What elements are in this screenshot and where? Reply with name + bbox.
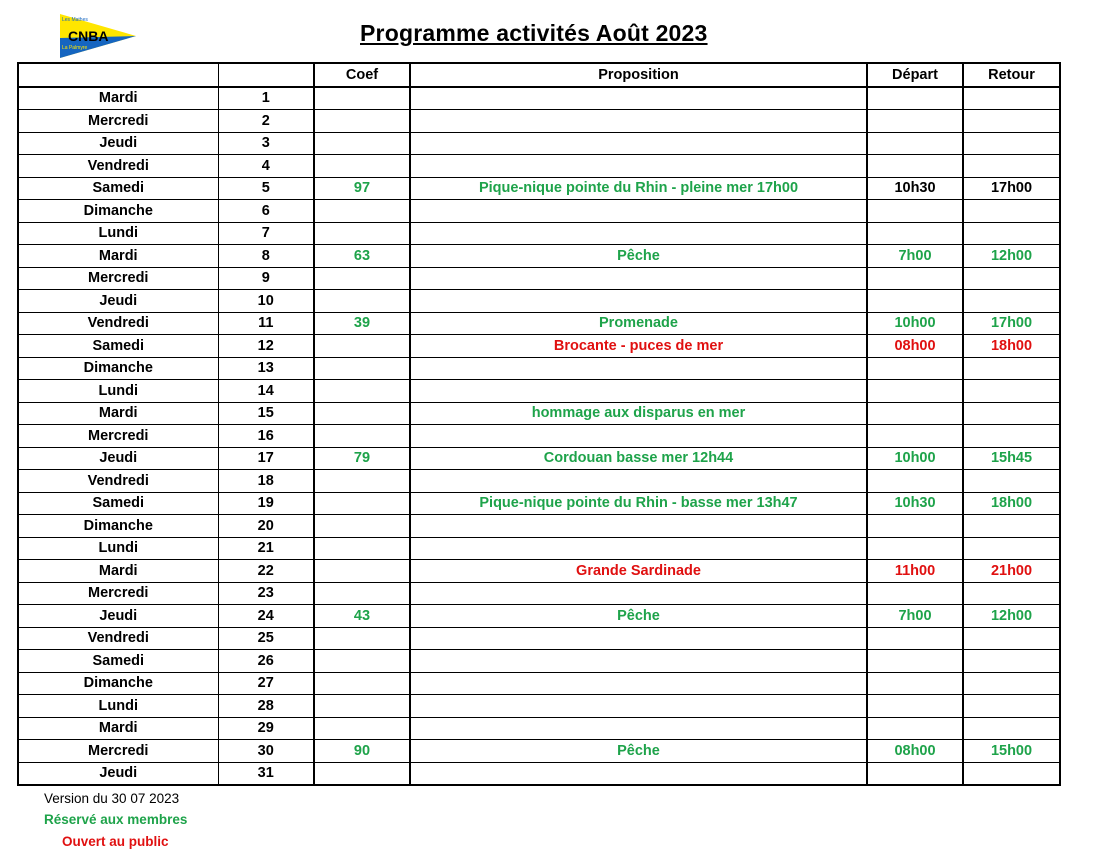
table-row <box>18 672 1060 695</box>
cell-coef: 43 <box>314 605 410 628</box>
cell-retour <box>963 267 1060 290</box>
cell-coef <box>314 425 410 448</box>
cell-retour <box>963 87 1060 110</box>
cell-date: 14 <box>218 380 314 403</box>
cell-date: 29 <box>218 717 314 740</box>
cell-retour <box>963 357 1060 380</box>
cell-coef <box>314 357 410 380</box>
table-row <box>18 447 1060 470</box>
cell-depart: 7h00 <box>867 245 963 268</box>
cell-depart <box>867 470 963 493</box>
cell-coef: 79 <box>314 447 410 470</box>
cell-depart <box>867 357 963 380</box>
cell-date: 20 <box>218 515 314 538</box>
cell-proposition <box>410 650 867 673</box>
table-row <box>18 177 1060 200</box>
cell-coef <box>314 672 410 695</box>
table-row <box>18 492 1060 515</box>
cell-retour <box>963 695 1060 718</box>
cell-day: Dimanche <box>18 515 218 538</box>
cell-retour <box>963 222 1060 245</box>
table-row <box>18 222 1060 245</box>
cell-retour <box>963 650 1060 673</box>
cell-date: 8 <box>218 245 314 268</box>
cell-retour: 12h00 <box>963 605 1060 628</box>
cell-day: Samedi <box>18 492 218 515</box>
cell-proposition <box>410 200 867 223</box>
cell-day: Mercredi <box>18 267 218 290</box>
table-row <box>18 245 1060 268</box>
cell-depart <box>867 537 963 560</box>
table-row <box>18 290 1060 313</box>
cell-day: Mercredi <box>18 740 218 763</box>
cell-day: Mardi <box>18 717 218 740</box>
cell-depart: 10h00 <box>867 312 963 335</box>
legend-public: Ouvert au public <box>62 834 169 849</box>
cnba-logo <box>58 12 138 62</box>
cell-proposition <box>410 222 867 245</box>
cell-depart <box>867 515 963 538</box>
table-row <box>18 582 1060 605</box>
table-row <box>18 380 1060 403</box>
cell-proposition <box>410 110 867 133</box>
cell-coef <box>314 222 410 245</box>
cell-date: 31 <box>218 762 314 785</box>
cell-coef: 39 <box>314 312 410 335</box>
cell-day: Vendredi <box>18 155 218 178</box>
cell-day: Mardi <box>18 245 218 268</box>
cell-proposition <box>410 762 867 785</box>
cell-retour <box>963 672 1060 695</box>
cell-date: 13 <box>218 357 314 380</box>
cell-proposition: Pêche <box>410 740 867 763</box>
cell-coef <box>314 695 410 718</box>
logo-bottom-text: La Palmyre <box>62 45 88 51</box>
cell-date: 25 <box>218 627 314 650</box>
cell-depart: 11h00 <box>867 560 963 583</box>
cell-day: Lundi <box>18 695 218 718</box>
cell-coef <box>314 290 410 313</box>
cell-date: 11 <box>218 312 314 335</box>
cell-retour <box>963 290 1060 313</box>
table-row <box>18 425 1060 448</box>
cell-proposition: Pique-nique pointe du Rhin - pleine mer 17h00 <box>410 177 867 200</box>
cell-date: 28 <box>218 695 314 718</box>
cell-proposition <box>410 357 867 380</box>
cell-depart <box>867 695 963 718</box>
cell-depart <box>867 267 963 290</box>
cell-depart: 10h00 <box>867 447 963 470</box>
cell-day: Dimanche <box>18 200 218 223</box>
cell-retour: 21h00 <box>963 560 1060 583</box>
cell-date: 1 <box>218 87 314 110</box>
cell-date: 21 <box>218 537 314 560</box>
cell-coef <box>314 582 410 605</box>
cell-retour <box>963 132 1060 155</box>
cell-coef <box>314 515 410 538</box>
cell-coef <box>314 627 410 650</box>
cell-retour <box>963 470 1060 493</box>
cell-coef <box>314 402 410 425</box>
table-row <box>18 717 1060 740</box>
cell-date: 12 <box>218 335 314 358</box>
header-retour: Retour <box>963 63 1060 87</box>
cell-retour <box>963 627 1060 650</box>
cell-retour <box>963 582 1060 605</box>
cell-retour <box>963 425 1060 448</box>
cell-date: 18 <box>218 470 314 493</box>
cell-proposition <box>410 470 867 493</box>
cell-retour: 18h00 <box>963 492 1060 515</box>
cell-depart: 08h00 <box>867 740 963 763</box>
cell-date: 27 <box>218 672 314 695</box>
cell-date: 17 <box>218 447 314 470</box>
cell-depart <box>867 672 963 695</box>
table-row <box>18 695 1060 718</box>
cell-day: Lundi <box>18 380 218 403</box>
table-row <box>18 335 1060 358</box>
cell-retour: 12h00 <box>963 245 1060 268</box>
cell-proposition <box>410 515 867 538</box>
table-row <box>18 155 1060 178</box>
table-row <box>18 560 1060 583</box>
header-coef: Coef <box>314 63 410 87</box>
cell-day: Jeudi <box>18 290 218 313</box>
cell-retour <box>963 200 1060 223</box>
table-row <box>18 537 1060 560</box>
cell-day: Mercredi <box>18 582 218 605</box>
legend-members: Réservé aux membres <box>44 812 188 827</box>
cell-depart <box>867 425 963 448</box>
cell-date: 2 <box>218 110 314 133</box>
cell-depart <box>867 222 963 245</box>
cell-date: 5 <box>218 177 314 200</box>
header-day <box>18 63 218 87</box>
cell-depart <box>867 762 963 785</box>
cell-date: 10 <box>218 290 314 313</box>
cell-coef <box>314 650 410 673</box>
cell-proposition <box>410 537 867 560</box>
cell-coef <box>314 492 410 515</box>
table-row <box>18 267 1060 290</box>
cell-day: Mercredi <box>18 425 218 448</box>
cell-retour: 18h00 <box>963 335 1060 358</box>
cell-day: Dimanche <box>18 672 218 695</box>
cell-coef <box>314 762 410 785</box>
cell-depart: 10h30 <box>867 177 963 200</box>
cell-day: Jeudi <box>18 605 218 628</box>
cell-retour <box>963 380 1060 403</box>
cell-coef <box>314 335 410 358</box>
cell-day: Jeudi <box>18 132 218 155</box>
cell-proposition: hommage aux disparus en mer <box>410 402 867 425</box>
cell-day: Mardi <box>18 402 218 425</box>
cell-proposition <box>410 132 867 155</box>
cell-depart <box>867 717 963 740</box>
table-row <box>18 87 1060 110</box>
cell-day: Lundi <box>18 537 218 560</box>
cell-retour <box>963 155 1060 178</box>
cell-proposition <box>410 717 867 740</box>
cell-depart <box>867 155 963 178</box>
cell-retour <box>963 402 1060 425</box>
cell-proposition: Pêche <box>410 605 867 628</box>
cell-date: 22 <box>218 560 314 583</box>
cell-day: Samedi <box>18 177 218 200</box>
header-depart: Départ <box>867 63 963 87</box>
logo-top-text: Les Mathes <box>62 17 88 23</box>
cell-retour: 15h00 <box>963 740 1060 763</box>
cell-day: Dimanche <box>18 357 218 380</box>
cell-depart <box>867 402 963 425</box>
cell-proposition <box>410 155 867 178</box>
cell-coef <box>314 87 410 110</box>
cell-proposition: Pêche <box>410 245 867 268</box>
version-note: Version du 30 07 2023 <box>44 791 180 806</box>
cell-depart <box>867 582 963 605</box>
cell-retour <box>963 537 1060 560</box>
table-row <box>18 132 1060 155</box>
table-row <box>18 312 1060 335</box>
cell-proposition <box>410 425 867 448</box>
cell-proposition: Brocante - puces de mer <box>410 335 867 358</box>
cell-depart <box>867 650 963 673</box>
cell-day: Lundi <box>18 222 218 245</box>
table-row <box>18 470 1060 493</box>
cell-proposition <box>410 290 867 313</box>
cell-proposition <box>410 267 867 290</box>
cell-coef <box>314 200 410 223</box>
cell-retour: 17h00 <box>963 177 1060 200</box>
cell-depart <box>867 110 963 133</box>
cell-coef: 90 <box>314 740 410 763</box>
cell-retour <box>963 762 1060 785</box>
header-proposition: Proposition <box>410 63 867 87</box>
table-row <box>18 762 1060 785</box>
cell-coef <box>314 470 410 493</box>
table-row <box>18 200 1060 223</box>
cell-retour <box>963 515 1060 538</box>
cell-day: Jeudi <box>18 762 218 785</box>
cell-date: 9 <box>218 267 314 290</box>
cell-proposition <box>410 380 867 403</box>
cell-depart: 08h00 <box>867 335 963 358</box>
table-row <box>18 402 1060 425</box>
cell-proposition <box>410 695 867 718</box>
cell-day: Vendredi <box>18 470 218 493</box>
cell-depart: 10h30 <box>867 492 963 515</box>
cell-date: 7 <box>218 222 314 245</box>
cell-coef <box>314 560 410 583</box>
cell-day: Samedi <box>18 335 218 358</box>
cell-coef <box>314 717 410 740</box>
table-row <box>18 357 1060 380</box>
cell-date: 4 <box>218 155 314 178</box>
cell-proposition <box>410 582 867 605</box>
cell-proposition: Cordouan basse mer 12h44 <box>410 447 867 470</box>
cell-date: 16 <box>218 425 314 448</box>
table-row <box>18 110 1060 133</box>
logo-text: CNBA <box>68 28 109 44</box>
cell-day: Vendredi <box>18 312 218 335</box>
cell-proposition <box>410 627 867 650</box>
cell-day: Jeudi <box>18 447 218 470</box>
cell-retour <box>963 717 1060 740</box>
cell-depart: 7h00 <box>867 605 963 628</box>
table-row <box>18 605 1060 628</box>
cell-coef: 63 <box>314 245 410 268</box>
page-title: Programme activités Août 2023 <box>360 20 708 46</box>
cell-day: Mardi <box>18 87 218 110</box>
cell-date: 30 <box>218 740 314 763</box>
cell-coef <box>314 132 410 155</box>
cell-depart <box>867 200 963 223</box>
cell-day: Mercredi <box>18 110 218 133</box>
cell-date: 6 <box>218 200 314 223</box>
cell-coef <box>314 110 410 133</box>
cell-date: 24 <box>218 605 314 628</box>
table-row <box>18 515 1060 538</box>
cell-day: Mardi <box>18 560 218 583</box>
cell-coef <box>314 537 410 560</box>
table-row <box>18 627 1060 650</box>
cell-date: 23 <box>218 582 314 605</box>
cell-depart <box>867 627 963 650</box>
table-row <box>18 740 1060 763</box>
cell-date: 26 <box>218 650 314 673</box>
cell-date: 15 <box>218 402 314 425</box>
cell-depart <box>867 87 963 110</box>
cell-coef <box>314 380 410 403</box>
cell-day: Samedi <box>18 650 218 673</box>
cell-coef <box>314 267 410 290</box>
cell-depart <box>867 132 963 155</box>
cell-date: 19 <box>218 492 314 515</box>
cell-coef <box>314 155 410 178</box>
table-header-row <box>18 63 1060 87</box>
cell-retour <box>963 110 1060 133</box>
cell-depart <box>867 380 963 403</box>
cell-date: 3 <box>218 132 314 155</box>
cell-coef: 97 <box>314 177 410 200</box>
cell-retour: 15h45 <box>963 447 1060 470</box>
cell-proposition: Grande Sardinade <box>410 560 867 583</box>
cell-proposition: Promenade <box>410 312 867 335</box>
cell-retour: 17h00 <box>963 312 1060 335</box>
cell-proposition <box>410 87 867 110</box>
table-row <box>18 650 1060 673</box>
header-date <box>218 63 314 87</box>
cell-depart <box>867 290 963 313</box>
cell-proposition <box>410 672 867 695</box>
activity-table <box>17 62 1061 786</box>
cell-day: Vendredi <box>18 627 218 650</box>
cell-proposition: Pique-nique pointe du Rhin - basse mer 13h47 <box>410 492 867 515</box>
